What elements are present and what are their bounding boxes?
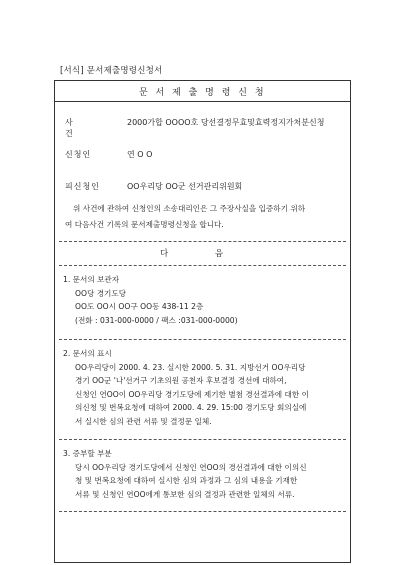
field-respondent bbox=[65, 181, 242, 192]
field-case bbox=[65, 117, 324, 139]
section-line: 서류 및 신청인 연OO에게 통보한 심의 결정과 관련한 일체의 서류. bbox=[75, 489, 295, 499]
section-paragraph bbox=[63, 361, 342, 388]
section-line: 의신청 및 번복요청에 대하여 2000. 4. 29. 15:00 경기도당 회의실에 bbox=[75, 403, 307, 412]
form-header-label: [서식] 문서제출명령신청서 bbox=[60, 66, 163, 76]
section-heading: 2. 문서의 표시 bbox=[63, 349, 112, 358]
section-line: 경기 OO군 '나'선거구 기초의원 공천자 후보결정 경선에 대하여, bbox=[75, 376, 287, 385]
request-form bbox=[54, 80, 351, 563]
section-paragraph bbox=[63, 461, 342, 502]
section-line: 당시 OO우리당 경기도당에서 신청인 연OO의 경선결과에 대한 이의신 bbox=[75, 462, 307, 472]
section-custodian bbox=[63, 273, 342, 327]
divider bbox=[59, 241, 346, 242]
section-heading: 1. 문서의 보관자 bbox=[63, 275, 120, 284]
field-respondent-label: 피신청인 bbox=[65, 182, 100, 191]
intro-line: 위 사건에 관하여 신청인의 소송대리인은 그 주장사실을 입증하기 위하 bbox=[73, 204, 306, 213]
field-applicant bbox=[65, 149, 152, 160]
divider bbox=[59, 339, 346, 340]
section-proof-part bbox=[63, 447, 342, 501]
field-applicant-label: 신청인 bbox=[65, 150, 92, 159]
section-line: 서 실시한 심의 관련 서류 및 결정문 일체. bbox=[75, 416, 212, 426]
field-case-label: 사 건 bbox=[65, 118, 82, 138]
divider bbox=[59, 511, 346, 512]
field-case-value: 2000가합 OOOO호 당선결정무효및효력정지가처분신청 bbox=[127, 118, 325, 127]
section-line: OO우리당이 2000. 4. 23. 실시한 2000. 5. 31. 지방선거 OO우리당 bbox=[75, 362, 306, 372]
form-title: 문 서 제 출 명 령 신 청 bbox=[55, 81, 350, 102]
section-line: 신청인 연OO이 OO우리당 경기도당에 제기한 별첨 경선결과에 대한 이 bbox=[75, 389, 309, 399]
section-line: (전화 : 031-000-0000 / 팩스 :031-000-0000) bbox=[75, 315, 238, 325]
intro-line: 여 다음사건 기록의 문서제출명령신청을 합니다. bbox=[65, 220, 224, 229]
intro-paragraph bbox=[65, 201, 340, 233]
divider bbox=[59, 439, 346, 440]
section-line: OO당 경기도당 bbox=[75, 288, 127, 298]
section-title: 다 음 bbox=[159, 249, 246, 259]
section-document-description bbox=[63, 347, 342, 428]
field-respondent-value: OO우리당 OO군 선거관리위원회 bbox=[127, 182, 243, 191]
section-line: OO도 OO시 OO구 OO동 438-11 2층 bbox=[75, 302, 204, 311]
section-paragraph bbox=[63, 388, 342, 429]
divider bbox=[59, 265, 346, 266]
section-heading: 3. 증부할 부분 bbox=[63, 449, 112, 458]
field-applicant-value: 연 O O bbox=[127, 150, 153, 159]
section-line: 청 및 번복요청에 대하여 실시한 심의 과정과 그 심의 내용을 기재한 bbox=[75, 476, 298, 485]
